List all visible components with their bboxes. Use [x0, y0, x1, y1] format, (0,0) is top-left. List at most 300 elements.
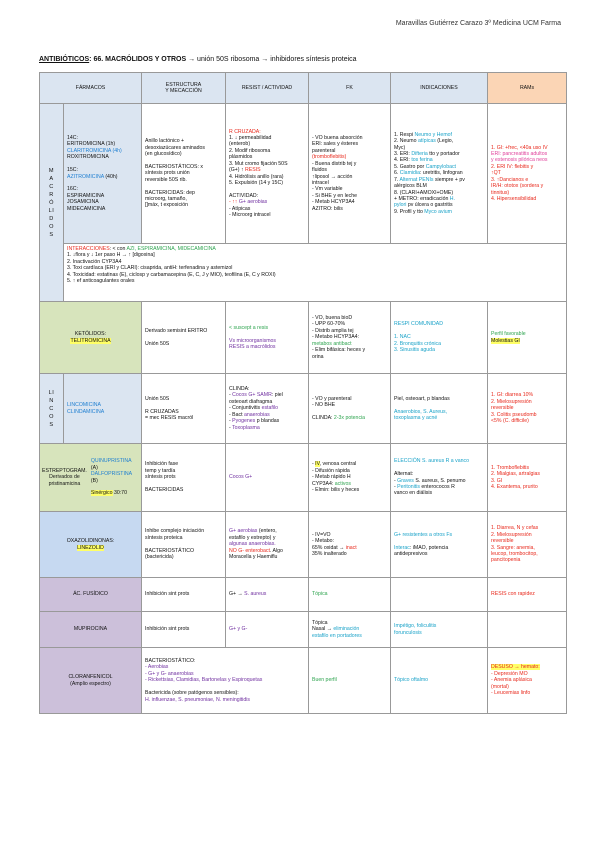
drug-dalfopristina-line: [91, 471, 139, 484]
ind-text: siempre + pv: [433, 176, 465, 183]
col-resist: RESIST / ACTIVIDAD: [226, 73, 309, 104]
ram-text: y estenosis pilórica neos: [491, 157, 548, 164]
ind-line: 2. Bronquitis crónica: [394, 340, 441, 347]
fusidico-rams: RESIS con rapidez: [488, 578, 567, 612]
c14-title: 14C:: [67, 135, 78, 142]
resist-line: 5. Expulsión (14 y 15C): [229, 179, 283, 186]
ind-title: ELECCIÓN S. aureus R a vanco: [394, 458, 469, 465]
estr-line: temp y tardía: [145, 467, 176, 474]
ind-text: 7.: [394, 176, 400, 183]
drug-telitromicina: TELITROMICINA: [70, 337, 111, 344]
lincos-fk: [309, 374, 391, 444]
resist-title: R CRUZADA:: [229, 128, 261, 135]
ketolidos-resist: [226, 302, 309, 374]
cloranfenicol-fk: Buen perfil: [309, 648, 391, 714]
interaccion-line: 2. Inactivación CYP3A4: [67, 258, 122, 265]
res-text: -: [229, 424, 233, 431]
ind-text: S. aureus, S. penumo: [413, 477, 466, 484]
ind-hl: Neumo y Hemof: [414, 131, 452, 138]
res-text: -: [229, 392, 233, 399]
ram-text: 3. ↑Dancianos e: [491, 176, 529, 183]
res-line: Moracella y Haemiflu: [229, 554, 278, 561]
res-text: - Conjuntivitis: [229, 405, 262, 412]
drug-lincomicina: LINCOMICINA: [67, 402, 102, 409]
estr-line: BACTERIOSTÁTICO: [145, 547, 194, 554]
res-text: -: [229, 418, 233, 425]
drug-quinupristina-line: [91, 458, 139, 471]
fk-hl: 2-3x: [333, 414, 345, 421]
drug-espiramicina: ESPIRAMICINA: [67, 192, 105, 199]
actividad-title: ACTIVIDAD:: [229, 192, 259, 199]
ram-line: (mortal): [491, 683, 509, 690]
ketolidos-estructura: [142, 302, 226, 374]
estr-line: síntesis prots: [145, 474, 176, 481]
res-text: G+ →: [229, 591, 245, 598]
estr-line: = mec RESIS macról: [145, 414, 194, 421]
interacciones-row: [40, 244, 567, 302]
fk-line: - Metab rápido H: [312, 474, 351, 481]
fk-hl: eliminación: [333, 626, 360, 633]
ram-line: 1. Tromboflebitis: [491, 464, 530, 471]
ketolidos-indicaciones: [391, 302, 488, 374]
fk-line: - VO y parenteral: [312, 395, 352, 402]
fk-line: - VO buena absorción: [312, 135, 363, 142]
res-line: algunas anaerobias.: [229, 541, 276, 548]
estrepto-fk: [309, 444, 391, 512]
ind-hl: atípicas: [417, 138, 436, 145]
fk-hl: activos: [334, 480, 351, 487]
fk-hl: inact: [345, 544, 357, 551]
res-hl: S. aureus: [244, 591, 267, 598]
drug-quinupristina: QUINUPRISTINA: [90, 458, 132, 465]
oxazo-drugs: [40, 512, 142, 578]
ind-text: 1. Respi: [394, 131, 415, 138]
macrolidos-vertical-text: MACRÓLIDOS: [48, 167, 55, 238]
sinergico: Sinérgico: [90, 490, 113, 497]
res-line: Cocos G+: [229, 474, 253, 481]
fk-line: parenteral: [312, 147, 336, 154]
ram-hl: hemato: [520, 664, 539, 671]
ind-text: 6.: [394, 170, 400, 177]
ketolidos-name: KETÓLIDOS:: [74, 331, 107, 338]
ketolidos-rams: [488, 302, 567, 374]
ind-hl: Campylobact: [425, 163, 456, 170]
col-fk: FK: [309, 73, 391, 104]
ram-line: 4. Exantema, prurito: [491, 483, 538, 490]
fk-line: - IV=VO: [312, 531, 331, 538]
estr-line: Derivado semisint ERITRO: [145, 327, 208, 334]
fk-text: -: [312, 461, 316, 468]
ind-line: G+ resistentes a otros Fs: [394, 531, 453, 538]
ind-text: 4. ERI:: [394, 157, 412, 164]
fk-line: - Distrib amplia tej: [312, 327, 354, 334]
ram-line: 2. Mialgias, artralgias: [491, 471, 541, 478]
res-text: (entero,: [257, 528, 277, 535]
ram-line: 3. Sangre: anemia,: [491, 544, 535, 551]
fk-hl: potencia: [344, 414, 366, 421]
fk-hl: IV: [315, 461, 320, 468]
mupirocina-name: MUPIROCINA: [40, 612, 142, 648]
ram-line: - Depresión MO: [491, 670, 528, 677]
ram-line: 2. Mielosupresión: [491, 398, 532, 405]
res-text: p blandas: [255, 418, 280, 425]
ind-text: Myc): [394, 144, 406, 151]
fk-line: metabos antibact: [312, 340, 352, 347]
ind-line: Alternat:: [394, 471, 414, 478]
actividad-gplus: G+ aerobias: [238, 199, 268, 206]
res-hl: Pyogenes: [232, 418, 256, 425]
bact-line: - Rickettsias, Clamidias, Bartonelas y Espiroquetas: [145, 677, 263, 684]
fk-text: CYP3A4:: [312, 480, 335, 487]
macrolidos-row: [40, 104, 567, 244]
estrepto-indicaciones: [391, 444, 488, 512]
cloranfenicol-drugs: [40, 648, 142, 714]
estrepto-resist: [226, 444, 309, 512]
ind-line: forunculosis: [394, 629, 422, 636]
fk-text: CLINDA:: [312, 414, 334, 421]
fk-text: 65% oxidat →: [312, 544, 346, 551]
fusidico-estructura: Inhibición sint prots: [142, 578, 226, 612]
macrolidos-vertical-label: [40, 104, 64, 302]
lincos-rams: [488, 374, 567, 444]
ram-line: 3. Colitis pseudomb: [491, 411, 537, 418]
ram-line: <5% (C. difficile): [491, 418, 529, 425]
ram-text: 1. GI:: [491, 144, 506, 151]
lincos-vertical-text: LINCOS: [48, 389, 55, 428]
ram-line: 1. Diarrea, N y cefas: [491, 525, 539, 532]
ind-hl: Interac: [394, 544, 410, 551]
res-line: Vs microorganismos: [229, 337, 276, 344]
fk-line: - Elim bifásica: heces y: [312, 347, 366, 354]
ram-line: - Anemia aplásica: [491, 677, 532, 684]
res-hl: anaerobias: [244, 411, 270, 418]
ind-line: 3. Sinusitis aguda: [394, 347, 435, 354]
estrepto-row: [40, 444, 567, 512]
res-hl: Cocos G+ SAMR: [232, 392, 272, 399]
ram-text: +frec, <40a uso IV: [505, 144, 548, 151]
bact-title: BACTERIOSTÁTICO:: [145, 658, 196, 665]
ind-text: enterococos R: [419, 483, 455, 490]
oxazo-fk: [309, 512, 391, 578]
ram-line: Molestias GI: [491, 337, 520, 344]
sinergico-line: [91, 490, 139, 496]
interacciones-drugs: AZI, ESPIRAMICINA, MIDECAMICINA: [126, 246, 216, 252]
resist-line: 1. ↓ permeabilidad: [229, 135, 272, 142]
drug-linezolid: LINEZOLID: [77, 544, 104, 551]
fk-line: - VO, buena bioD: [312, 315, 353, 322]
estr-line: Anillo lactónico +: [145, 138, 185, 145]
fk-line: - Metabo HCYP3A4:: [312, 334, 359, 341]
col-estructura: ESTRUCTURA Y MECACCIÓN: [142, 73, 226, 104]
ind-hl: Peritonitis: [397, 483, 420, 490]
cloranfenicol-row: [40, 648, 567, 714]
ketolidos-row: [40, 302, 567, 374]
fk-line: 35% inalterado: [312, 550, 347, 557]
ind-hl: Difteria: [411, 151, 428, 158]
interaccion-line: 3. Toxi cardíaca (ERI y CLARI): cisaprida, antiH: terfenadina y astemizol: [67, 265, 233, 272]
fk-trombo: (tromboflebitis): [312, 154, 347, 161]
res-text: . Algo: [269, 547, 283, 554]
drug-clindamicina: CLINDAMICINA: [67, 408, 105, 415]
ind-text: pv úlcera o gastritis: [406, 202, 453, 209]
ind-text: 2. Neumo: [394, 138, 418, 145]
actividad-line: - Microorg intracel: [229, 211, 271, 218]
cloranfenicol-name: CLORANFENICOL: [68, 674, 113, 681]
fk-line: - NO BHE: [312, 402, 336, 409]
mupirocina-fk: [309, 612, 391, 648]
ind-text: 3. ERI:: [394, 151, 412, 158]
ram-line: pancitopenia: [491, 557, 521, 564]
page-title: [39, 56, 357, 63]
ram-line: 3. GI: [491, 477, 503, 484]
ind-hl: tos ferina: [411, 157, 433, 164]
resist-gplus-red: RESIS: [245, 167, 261, 174]
estr-line: Unión 50S: [145, 395, 170, 402]
fk-line: - Metab HCYP3A4: [312, 199, 355, 206]
antibiotics-table: [39, 72, 567, 714]
drug-dalfopristina: DALFOPRISTINA: [90, 471, 132, 478]
res-line: [229, 425, 305, 431]
oxazo-estructura: [142, 512, 226, 578]
lincos-estructura: [142, 374, 226, 444]
estr-line: síntesis prots unión: [145, 170, 190, 177]
actividad-arrows: - ↑↑: [229, 199, 239, 206]
c15-title: 15C:: [67, 167, 78, 174]
estr-line: BACTERICIDAS: dep: [145, 189, 195, 196]
resist-line: 3. Mut cromo fijación 50S: [229, 160, 288, 167]
ind-hl: H.: [449, 195, 455, 202]
ind-text: : uretritis, linfogran: [419, 170, 463, 177]
azitro-halflife: (40h): [103, 173, 118, 180]
fk-line: - Vm variable: [312, 186, 343, 193]
mupirocina-row: [40, 612, 567, 648]
drug-midecamicina: MIDECAMICINA: [67, 205, 106, 212]
drug-eritromicina: ERITROMICINA (1h): [67, 141, 116, 148]
fk-text: , venosa central: [319, 461, 357, 468]
estrepto-drug-list: [89, 456, 141, 498]
res-line: estafilo y estrepto) y: [229, 534, 276, 541]
fk-line: ↑liposol → acción: [312, 173, 353, 180]
fk-line: fluidos: [312, 167, 327, 174]
res-text: : piel: [271, 392, 283, 399]
macrolidos-drugs: [64, 104, 142, 244]
estr-line: BACTERICIDAS: [145, 487, 184, 494]
ram-line: 1. GI: diarrea 10%: [491, 392, 534, 399]
fk-line: - Elmin: bilis y heces: [312, 487, 360, 494]
estrepto-rams: [488, 444, 567, 512]
ram-text: ERI: pancreatitis adultos: [491, 151, 548, 158]
macrolidos-resist: [226, 104, 309, 244]
lincos-vertical-label: [40, 374, 64, 444]
oxazo-rams: [488, 512, 567, 578]
res-line: RESIS a macrólidos: [229, 343, 276, 350]
ind-9: [394, 209, 484, 215]
interacciones-cell: [64, 244, 567, 302]
res-hl: estafilo: [261, 405, 279, 412]
col-rams: RAMs: [488, 73, 567, 104]
res-line: osteoart diafragma: [229, 398, 273, 405]
macrolidos-indicaciones: [391, 104, 488, 244]
oxazo-name: OXAZOLIDINONAS:: [66, 538, 115, 545]
estrepto-label: [40, 466, 89, 489]
ram-text: :: [538, 664, 540, 671]
fk-line: AZITRO: bilis: [312, 205, 343, 212]
ram-line: Perfil favorable: [491, 331, 526, 338]
estr-line: desoxiazúcares aminados: [145, 144, 205, 151]
resist-line: plásmidos: [229, 154, 253, 161]
oxazo-resist: [226, 512, 309, 578]
col-farmacos: FÁRMACOS: [40, 73, 142, 104]
res-line: < suscept a resis: [229, 324, 269, 331]
lincos-indicaciones: [391, 374, 488, 444]
mupirocina-estructura: Inhibición sint prots: [142, 612, 226, 648]
estrepto-sub: Derivados de: [49, 474, 80, 481]
res-text: - Bact: [229, 411, 244, 418]
fk-line: estafilo en portadores: [312, 632, 362, 639]
ind-hl: Graves: [397, 477, 414, 484]
estr-line: (en glucosídico): [145, 151, 182, 158]
fk-line: [312, 415, 387, 421]
fk-line: intracel: [312, 179, 329, 186]
ind-line: 1. NAC: [394, 334, 411, 341]
bcida-line: H. influenzae, S. pneumoniae, N. meningitidis: [145, 696, 250, 703]
macrolidos-rams: [488, 104, 567, 244]
ind-line: Anaerobios, S. Aureus,: [394, 408, 448, 415]
estrepto-name: ESTREPTOGRAM.: [42, 467, 87, 474]
ind-hl: Myco avium: [424, 208, 452, 215]
ram-text: 4. Hipersensibilidad: [491, 195, 537, 202]
fusidico-name: ÁC. FUSÍDICO: [40, 578, 142, 612]
fk-line: - UPP 60-70%: [312, 321, 346, 328]
ratio: 30:70: [112, 490, 127, 497]
drug-josamicina: JOSAMICINA: [67, 199, 99, 206]
ram-line: 2. Mielosupresión: [491, 531, 532, 538]
drug-roxitromicina: ROXITROMICINA: [67, 154, 109, 161]
ram-line: reversible: [491, 538, 514, 545]
ram-text: DESUSO →: [491, 664, 521, 671]
title-prefix: ANTIBIÓTICOS: [39, 56, 90, 63]
drug-azitromicina: AZITROMICINA: [67, 173, 104, 180]
ram-text: 2. ERI IV: flebitis y: [491, 163, 534, 170]
ind-text: : iMAO, potencia: [409, 544, 449, 551]
desuso-hl: [491, 664, 540, 670]
estrepto-sub: pristinamicina: [48, 480, 81, 487]
fk-line: ERI: sales y ésteres: [312, 141, 359, 148]
res-hl: G+ aerobias: [229, 528, 258, 535]
ind-hl: pylori: [394, 202, 407, 209]
bcida-title: Bactericida (sobre patógenos sensibles):: [145, 690, 239, 697]
ketolidos-drugs: [40, 302, 142, 374]
estrepto-drugs: [40, 444, 142, 512]
actividad-line: - Atípicas: [229, 205, 251, 212]
mupirocina-rams: [488, 612, 567, 648]
estr-line: (bactericida): [145, 554, 174, 561]
ind-text: -: [394, 483, 398, 490]
oxazo-row: [40, 512, 567, 578]
ind-text: tto y portador: [427, 151, 460, 158]
lincos-drugs: [64, 374, 142, 444]
estr-line: R CRUZADAS: [145, 408, 179, 415]
ram-text: tinnitus): [491, 189, 510, 196]
estr-line: Inhibición fase: [145, 461, 179, 468]
fusidico-row: [40, 578, 567, 612]
estr-line: microorg, tamaño,: [145, 195, 187, 202]
bact-line: - Aerobias: [145, 664, 169, 671]
res-title: CLINDA:: [229, 386, 250, 393]
lincos-resist: [226, 374, 309, 444]
ind-line: Piel, osteoart, p blandas: [394, 395, 450, 402]
ind-text: (Legio,: [435, 138, 454, 145]
ind-title: RESPI COMUNIDAD: [394, 321, 443, 328]
ind-text: alérgicos BLM: [394, 183, 427, 190]
fk-line: orina: [312, 353, 324, 360]
ind-line: antidepresivos: [394, 550, 428, 557]
ind-text: -: [394, 477, 398, 484]
ind-line: toxoplasma y acné: [394, 414, 438, 421]
title-rest: → unión 50S ribosoma → inhibidores síntesis proteica: [186, 56, 357, 63]
estrepto-estructura: [142, 444, 226, 512]
ketolidos-fk: [309, 302, 391, 374]
fk-line: - Buena distrib tej y: [312, 160, 357, 167]
interaccion-line: 4. Toxicidad: estatinas (E), ciclosp y carbamacepina (E, C, J y MIO), teofilina (E, C y ROXI): [67, 271, 276, 278]
c16-title: 16C:: [67, 186, 78, 193]
interacciones-mid: : < con: [109, 246, 127, 252]
cloranfenicol-indicaciones: Tópico oftalmo: [391, 648, 488, 714]
resist-line: 2. Modif ribosoma: [229, 147, 271, 154]
cloranfenicol-rams: [488, 648, 567, 714]
ram-text: ↑QT: [491, 170, 501, 177]
res-hl: NO G- enterobact: [229, 547, 270, 554]
ram-text: IR/H: ototox (sordera y: [491, 183, 544, 190]
ind-hl: Alternat PENIs: [399, 176, 434, 183]
ind-text: 8. (CLARI+AMOXI+OME): [394, 189, 454, 196]
interaccion-line: 5. ↑ ef anticoagulantes orales: [67, 278, 135, 285]
drug-suffix: (A): [90, 464, 98, 471]
drug-claritromicina: CLARITROMICINA (4h): [67, 147, 122, 154]
resist-gplus: (G+) ↑: [229, 167, 245, 174]
macrolidos-estructura: [142, 104, 226, 244]
table-header-row: [40, 73, 567, 104]
fusidico-indicaciones: [391, 578, 488, 612]
fk-text: Nasal →: [312, 626, 334, 633]
fusidico-fk: Tópica: [309, 578, 391, 612]
fk-line: - Si BHE y en leche: [312, 192, 357, 199]
estr-line: Unión 50S: [145, 340, 170, 347]
bact-line: - G+ y G- anaerobias: [145, 670, 194, 677]
ind-line: vanco en diálisis: [394, 490, 433, 497]
lincos-row: [40, 374, 567, 444]
fk-line: - Difusión rápida: [312, 467, 350, 474]
estr-line: []máx, t exposición: [145, 202, 188, 209]
interacciones-title: INTERACCIONES: [67, 246, 110, 252]
fusidico-resist: [226, 578, 309, 612]
ram-line: - Leucemias linfo: [491, 690, 531, 697]
ind-hl: Clamidia: [399, 170, 420, 177]
estr-line: BACTERIOSTÁTICOS: x: [145, 163, 203, 170]
mupirocina-indicaciones: [391, 612, 488, 648]
title-number: : 66. MACRÓLIDOS Y OTROS: [89, 56, 187, 63]
cloranfenicol-estructura: [142, 648, 309, 714]
drug-suffix: (B): [90, 477, 98, 484]
estr-line: Inhibe complejo iniciación: [145, 528, 205, 535]
col-indicaciones: INDICACIONES: [391, 73, 488, 104]
fk-line: Tópica: [312, 619, 328, 626]
fk-line: - Metabo:: [312, 538, 334, 545]
resist-line: (enterob): [229, 141, 251, 148]
page-header: Maravillas Gutiérrez Carazo 3º Medicina UCM Farma: [395, 20, 561, 27]
estr-line: reversible 50S rib.: [145, 176, 187, 183]
cloranfenicol-sub: (Amplio espectro): [70, 680, 111, 687]
